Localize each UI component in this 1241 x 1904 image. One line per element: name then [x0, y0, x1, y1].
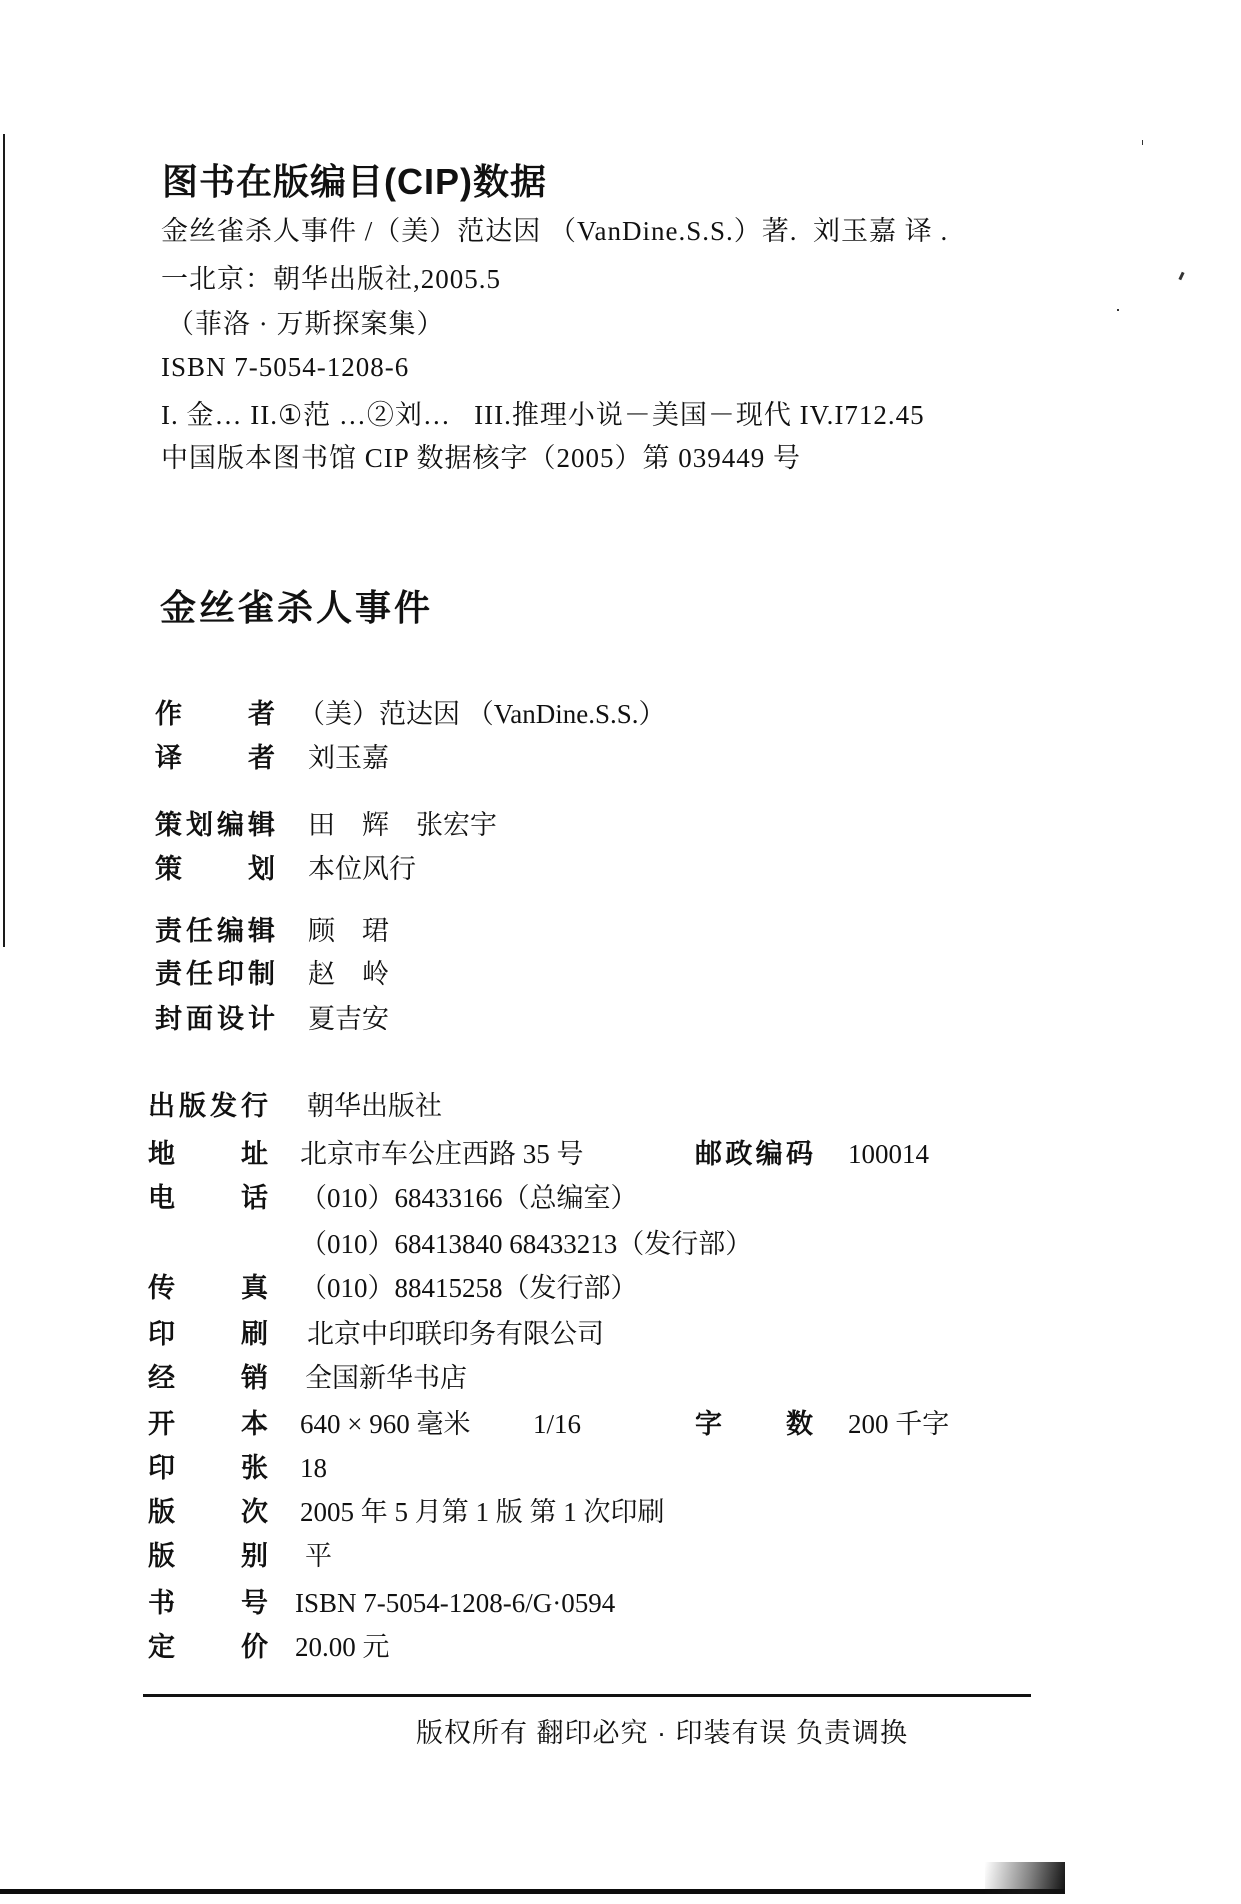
- pub-value: 2005 年 5 月第 1 版 第 1 次印刷: [300, 1497, 665, 1527]
- pub-label: 传真: [148, 1273, 268, 1303]
- pub-value: 平: [305, 1541, 332, 1571]
- cip-line-series: （菲洛 · 万斯探案集）: [167, 309, 445, 339]
- scan-smudge: [985, 1862, 1065, 1894]
- pub-value-word-count: 200 千字: [848, 1409, 950, 1439]
- pub-value: （010）88415258（发行部）: [300, 1273, 638, 1303]
- pub-row-printer: [0, 1317, 1241, 1351]
- scan-speck: [1178, 272, 1184, 281]
- credit-row-print-supervisor: [0, 957, 1241, 991]
- credit-label: 责任编辑: [155, 916, 275, 946]
- credit-row-planning: [0, 852, 1241, 886]
- credit-row-author: [0, 697, 1241, 731]
- pub-label: 地址: [148, 1139, 268, 1169]
- credit-label: 策划: [155, 854, 275, 884]
- pub-value: 全国新华书店: [305, 1363, 467, 1393]
- pub-row-book-number: [0, 1586, 1241, 1620]
- pub-value: 640 × 960 毫米: [300, 1409, 471, 1439]
- pub-label: 开本: [148, 1409, 268, 1439]
- scan-speck: [1117, 309, 1119, 311]
- pub-row-sheets: [0, 1451, 1241, 1485]
- pub-label: 经销: [148, 1363, 268, 1393]
- cip-line-classification: I. 金… II.①范 …②刘… III.推理小说－美国－现代 IV.I712.45: [161, 400, 925, 430]
- scan-edge-line-bottom: [0, 1889, 1064, 1894]
- pub-row-edition: [0, 1495, 1241, 1529]
- pub-value: ISBN 7-5054-1208-6/G·0594: [295, 1588, 616, 1618]
- pub-label: 版次: [148, 1497, 268, 1527]
- cip-line-isbn: ISBN 7-5054-1208-6: [161, 352, 410, 382]
- scan-speck: [1142, 140, 1143, 145]
- credit-value: （美）范达因 （VanDine.S.S.）: [298, 699, 666, 729]
- credit-label: 封面设计: [155, 1004, 275, 1034]
- cip-heading: 图书在版编目(CIP)数据: [162, 161, 547, 202]
- credit-label: 责任印制: [155, 959, 275, 989]
- credit-value: 田 辉 张宏宇: [308, 810, 497, 840]
- credit-row-cover-design: [0, 1002, 1241, 1036]
- pub-label: 印刷: [148, 1319, 268, 1349]
- cip-line-title-author: 金丝雀杀人事件 /（美）范达因 （VanDine.S.S.）著. 刘玉嘉 译 .: [161, 216, 949, 246]
- pub-label-word-count: 字数: [695, 1409, 813, 1439]
- pub-row-phone-continued: [0, 1227, 1241, 1261]
- pub-label: 出版发行: [148, 1091, 268, 1121]
- pub-label: 版别: [148, 1541, 268, 1571]
- credit-row-responsible-editor: [0, 914, 1241, 948]
- pub-row-price: [0, 1630, 1241, 1664]
- pub-row-format: [0, 1407, 1241, 1441]
- footer-divider: [143, 1694, 1031, 1697]
- pub-label: 书号: [148, 1588, 268, 1618]
- book-title: 金丝雀杀人事件: [160, 587, 434, 628]
- credit-value: 夏吉安: [308, 1004, 389, 1034]
- credit-value: 赵 岭: [308, 959, 389, 989]
- pub-value: 北京市车公庄西路 35 号: [300, 1139, 584, 1169]
- credit-label: 作者: [155, 699, 275, 729]
- cip-line-publisher: 一北京：朝华出版社,2005.5: [161, 264, 501, 294]
- pub-row-fax: [0, 1271, 1241, 1305]
- pub-label: 电话: [148, 1183, 268, 1213]
- pub-value: 朝华出版社: [307, 1091, 442, 1121]
- pub-row-phone: [0, 1181, 1241, 1215]
- pub-label: 定价: [148, 1632, 268, 1662]
- credit-row-planning-editor: [0, 808, 1241, 842]
- pub-row-address: [0, 1137, 1241, 1171]
- credit-row-translator: [0, 741, 1241, 775]
- pub-value-postcode: 100014: [848, 1139, 929, 1169]
- pub-row-print-type: [0, 1539, 1241, 1573]
- pub-row-distributor: [0, 1361, 1241, 1395]
- pub-value: 20.00 元: [295, 1632, 390, 1662]
- pub-value-fraction: 1/16: [533, 1409, 582, 1439]
- credit-value: 刘玉嘉: [308, 743, 389, 773]
- pub-label: 印张: [148, 1453, 268, 1483]
- pub-value: 18: [300, 1453, 327, 1483]
- pub-value: （010）68433166（总编室）: [300, 1183, 638, 1213]
- credit-value: 顾 珺: [308, 916, 389, 946]
- pub-label-postcode: 邮政编码: [695, 1139, 813, 1169]
- pub-value: 北京中印联印务有限公司: [307, 1319, 604, 1349]
- cip-line-record-number: 中国版本图书馆 CIP 数据核字（2005）第 039449 号: [161, 443, 802, 473]
- pub-row-publisher: [0, 1089, 1241, 1123]
- credit-label: 译者: [155, 743, 275, 773]
- copyright-notice: 版权所有 翻印必究 · 印装有误 负责调换: [416, 1718, 908, 1748]
- credit-label: 策划编辑: [155, 810, 275, 840]
- pub-value: （010）68413840 68433213（发行部）: [300, 1229, 753, 1259]
- credit-value: 本位风行: [308, 854, 416, 884]
